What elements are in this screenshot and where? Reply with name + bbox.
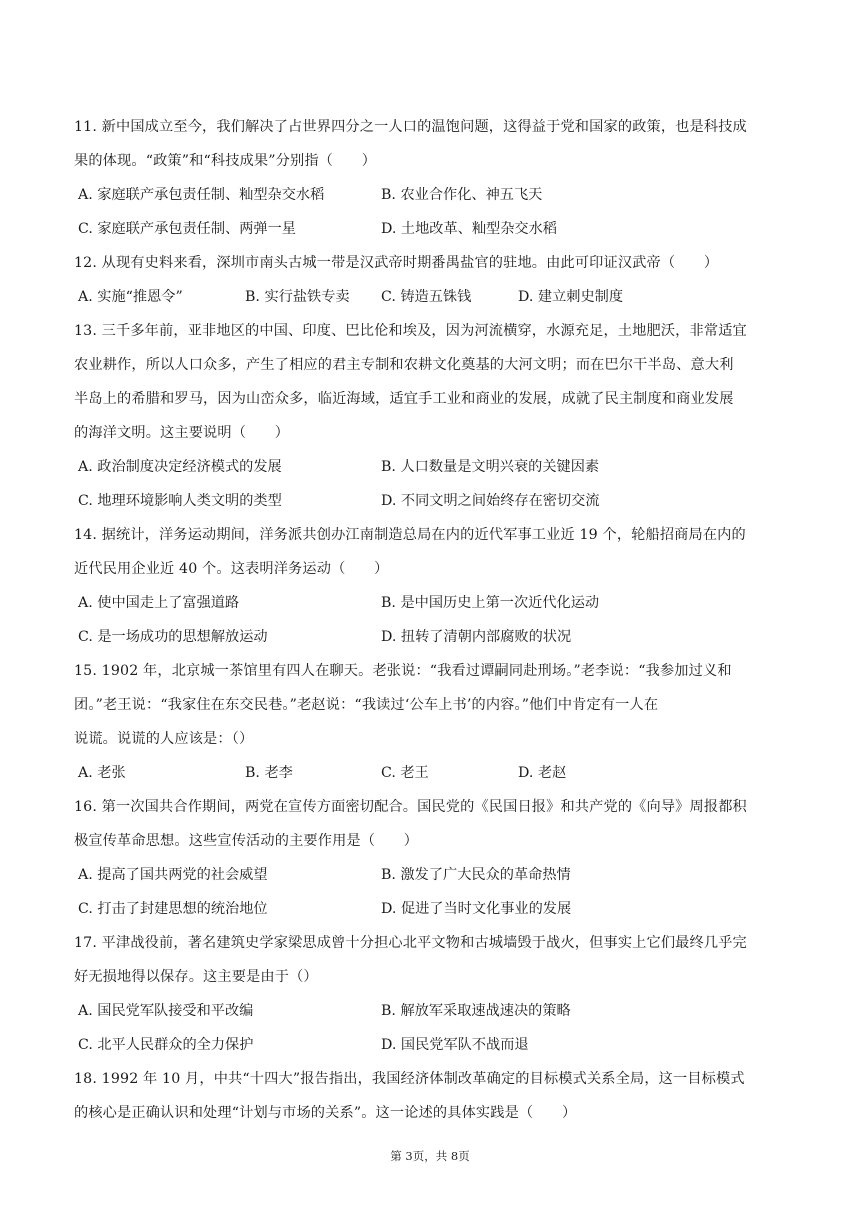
options-row <box>74 178 790 212</box>
answer-option: C. 铸造五铢钱 <box>381 289 472 305</box>
answer-option: C. 家庭联产承包责任制、两弹一星 <box>78 221 296 237</box>
question-block <box>74 926 790 1062</box>
options-row <box>74 450 790 484</box>
answer-option: A. 老张 <box>78 765 126 781</box>
question-stem-line: 果的体现。“政策”和“科技成果”分别指（ ） <box>74 153 377 169</box>
answer-option: A. 政治制度决定经济模式的发展 <box>78 459 282 475</box>
answer-option: D. 国民党军队不战而退 <box>381 1037 529 1053</box>
answer-option: B. 激发了广大民众的革命热情 <box>381 867 571 883</box>
answer-option: B. 农业合作化、神五飞天 <box>381 187 543 203</box>
answer-option: B. 解放军采取速战速决的策略 <box>381 1003 571 1019</box>
question-block <box>74 246 790 314</box>
question-stem-line: 12. 从现有史料来看，深圳市南头古城一带是汉武帝时期番禺盐官的驻地。由此可印证汉武帝（ ） <box>74 255 719 271</box>
question-stem-line: 近代民用企业近 40 个。这表明洋务运动（ ） <box>74 561 389 577</box>
question-stem-line: 团。”老王说：“我家住在东交民巷。”老赵说：“我读过‘公车上书’的内容。”他们中肯定有一人在 <box>74 697 659 713</box>
answer-option: C. 地理环境影响人类文明的类型 <box>78 493 282 509</box>
answer-option: B. 是中国历史上第一次近代化运动 <box>381 595 600 611</box>
options-row <box>74 892 790 926</box>
question-stem-line: 说谎。说谎的人应该是：（） <box>74 731 254 747</box>
question-stem-line: 半岛上的希腊和罗马，因为山峦众多，临近海域，适宜手工业和商业的发展，成就了民主制度和商业发展 <box>74 391 734 407</box>
answer-option: D. 促进了当时文化事业的发展 <box>381 901 572 917</box>
question-stem-line: 好无损地得以保存。这主要是由于（） <box>74 969 318 985</box>
page-footer: 第 3页，共 8页 <box>390 1149 470 1163</box>
question-block <box>74 654 790 790</box>
answer-option: D. 土地改革、籼型杂交水稻 <box>381 221 557 237</box>
question-stem-line: 极宣传革命思想。这些宣传活动的主要作用是（ ） <box>74 833 419 849</box>
options-row <box>74 484 790 518</box>
options-row <box>74 280 790 314</box>
answer-option: A. 提高了国共两党的社会威望 <box>78 867 268 883</box>
answer-option: A. 国民党军队接受和平改编 <box>78 1003 254 1019</box>
question-stem-line: 的核心是正确认识和处理“计划与市场的关系”。这一论述的具体实践是（ ） <box>74 1105 577 1121</box>
question-stem-line: 农业耕作，所以人口众多，产生了相应的君主专制和农耕文化奠基的大河文明；而在巴尔干半岛、意大利 <box>74 357 734 373</box>
answer-option: A. 家庭联产承包责任制、籼型杂交水稻 <box>78 187 325 203</box>
answer-option: C. 打击了封建思想的统治地位 <box>78 901 268 917</box>
answer-option: D. 不同文明之间始终存在密切交流 <box>381 493 600 509</box>
options-row <box>74 620 790 654</box>
answer-option: C. 老王 <box>381 765 429 781</box>
question-stem-line: 14. 据统计，洋务运动期间，洋务派共创办江南制造总局在内的近代军事工业近 19 个，轮船招商局在内的 <box>74 527 746 543</box>
question-block <box>74 518 790 654</box>
options-row <box>74 586 790 620</box>
answer-option: B. 老李 <box>245 765 293 781</box>
question-block <box>74 790 790 926</box>
answer-option: D. 扭转了清朝内部腐败的状况 <box>381 629 572 645</box>
answer-option: B. 人口数量是文明兴衰的关键因素 <box>381 459 600 475</box>
question-stem-line: 17. 平津战役前，著名建筑史学家梁思成曾十分担心北平文物和古城墙毁于战火，但事实上它们最终几乎完 <box>74 935 747 951</box>
options-row <box>74 858 790 892</box>
question-block <box>74 110 790 246</box>
answer-option: B. 实行盐铁专卖 <box>245 289 350 305</box>
answer-option: D. 建立刺史制度 <box>518 289 624 305</box>
question-stem-line: 15. 1902 年，北京城一茶馆里有四人在聊天。老张说：“我看过谭嗣同赴刑场。”老李说：“我参加过义和 <box>74 663 732 679</box>
question-list <box>74 110 790 1130</box>
answer-option: A. 实施“推恩令” <box>78 289 183 305</box>
question-stem-line: 的海洋文明。这主要说明（ ） <box>74 425 290 441</box>
question-stem-line: 16. 第一次国共合作期间，两党在宣传方面密切配合。国民党的《民国日报》和共产党的《向导》周报都积 <box>74 799 747 815</box>
options-row <box>74 1028 790 1062</box>
answer-option: C. 北平人民群众的全力保护 <box>78 1037 254 1053</box>
options-row <box>74 756 790 790</box>
question-stem-line: 11. 新中国成立至今，我们解决了占世界四分之一人口的温饱问题，这得益于党和国家的政策，也是科技成 <box>74 119 747 135</box>
answer-option: D. 老赵 <box>518 765 567 781</box>
question-stem-line: 18. 1992 年 10 月，中共“十四大”报告指出，我国经济体制改革确定的目标模式关系全局，这一目标模式 <box>74 1071 745 1087</box>
answer-option: C. 是一场成功的思想解放运动 <box>78 629 268 645</box>
options-row <box>74 994 790 1028</box>
options-row <box>74 212 790 246</box>
answer-option: A. 使中国走上了富强道路 <box>78 595 240 611</box>
question-block <box>74 1062 790 1130</box>
question-block <box>74 314 790 518</box>
question-stem-line: 13. 三千多年前，亚非地区的中国、印度、巴比伦和埃及，因为河流横穿，水源充足，土地肥沃，非常适宜 <box>74 323 747 339</box>
